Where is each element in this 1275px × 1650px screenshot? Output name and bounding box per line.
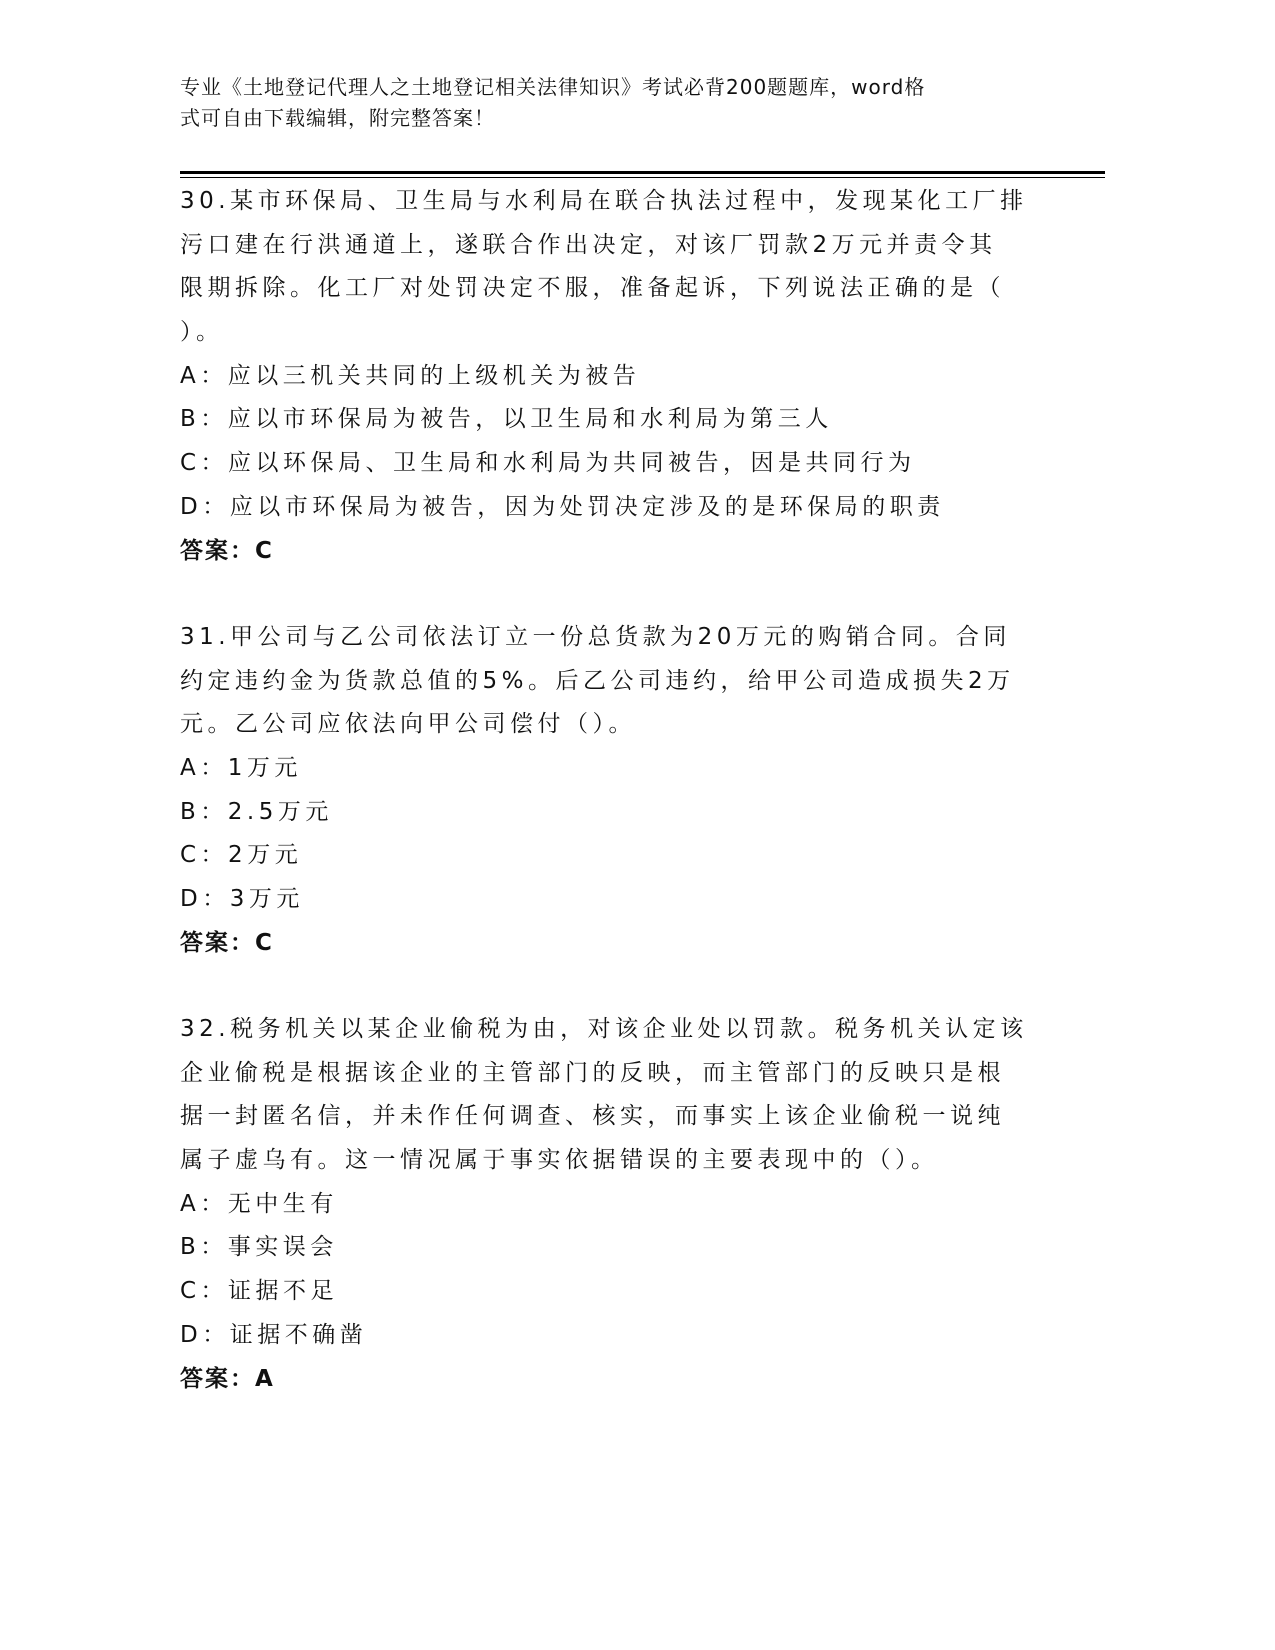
answer: 答案：A (180, 1365, 275, 1392)
question-31 (180, 616, 1080, 966)
question-32 (180, 1008, 1080, 1401)
option-b: B：事实误会 (180, 1234, 338, 1261)
option-a: A：1万元 (180, 755, 302, 782)
option-a: A：应以三机关共同的上级机关为被告 (180, 362, 641, 389)
answer: 答案：C (180, 929, 274, 956)
question-stem-line: 属子虚乌有。这一情况属于事实依据错误的主要表现中的（）。 (180, 1147, 939, 1174)
option-d: D：证据不确凿 (180, 1321, 368, 1348)
question-stem-line: 企业偷税是根据该企业的主管部门的反映，而主管部门的反映只是根 (180, 1059, 1005, 1086)
question-stem-line: 31.甲公司与乙公司依法订立一份总货款为20万元的购销合同。合同 (180, 624, 1011, 650)
option-b: B：应以市环保局为被告，以卫生局和水利局为第三人 (180, 406, 833, 433)
header-divider-thin (180, 177, 1105, 178)
option-b: B：2.5万元 (180, 798, 333, 825)
header-line: 式可自由下载编辑，附完整答案！ (180, 106, 495, 130)
question-stem-line: 据一封匿名信，并未作任何调查、核实，而事实上该企业偷税一说纯 (180, 1103, 1005, 1130)
question-30 (180, 180, 1080, 573)
question-stem-line: 约定违约金为货款总值的5%。后乙公司违约，给甲公司造成损失2万 (180, 667, 1015, 694)
option-c: C：2万元 (180, 842, 303, 869)
header-divider (180, 171, 1105, 174)
answer: 答案：C (180, 537, 274, 564)
question-stem-line: 30.某市环保局、卫生局与水利局在联合执法过程中，发现某化工厂排 (180, 188, 1028, 214)
question-stem-line: 元。乙公司应依法向甲公司偿付（）。 (180, 711, 636, 738)
document-header (180, 72, 1080, 134)
header-line: 专业《土地登记代理人之土地登记相关法律知识》考试必背200题题库，word格 (180, 75, 926, 99)
question-stem-line: 污口建在行洪通道上，遂联合作出决定，对该厂罚款2万元并责令其 (180, 231, 997, 258)
question-stem-line: ）。 (180, 319, 224, 346)
option-c: C：证据不足 (180, 1278, 339, 1305)
option-d: D：3万元 (180, 886, 304, 913)
question-stem-line: 限期拆除。化工厂对处罚决定不服，准备起诉，下列说法正确的是（ (180, 275, 1005, 302)
option-d: D：应以市环保局为被告，因为处罚决定涉及的是环保局的职责 (180, 493, 945, 520)
option-c: C：应以环保局、卫生局和水利局为共同被告，因是共同行为 (180, 450, 916, 477)
option-a: A：无中生有 (180, 1190, 338, 1217)
question-stem-line: 32.税务机关以某企业偷税为由，对该企业处以罚款。税务机关认定该 (180, 1016, 1028, 1042)
